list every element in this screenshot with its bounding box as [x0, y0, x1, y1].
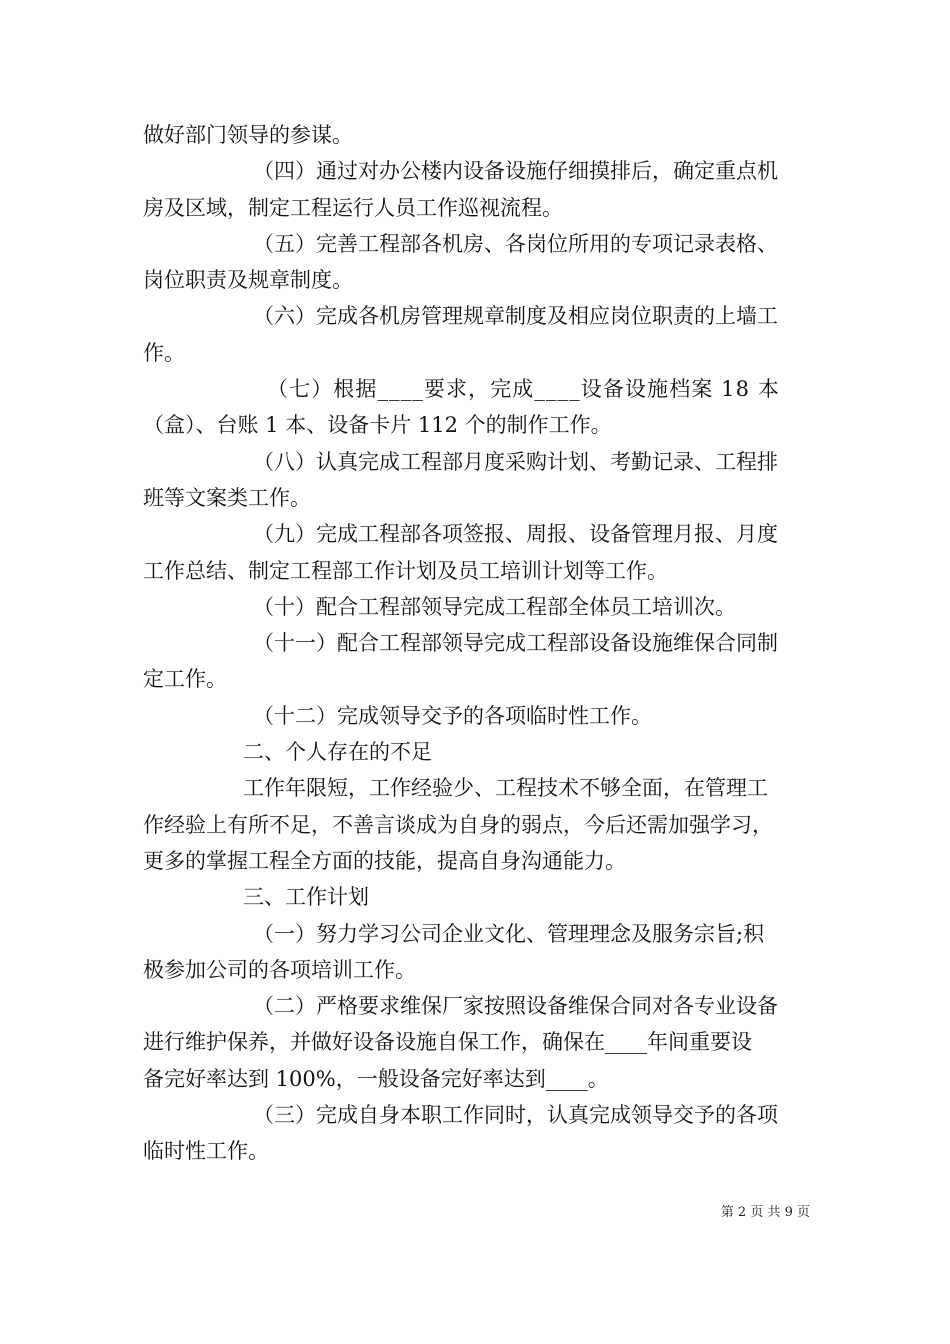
- section-heading-shortcomings: 二、个人存在的不足: [243, 740, 432, 765]
- list-item-five-line-1: （五）完善工程部各机房、各岗位所用的专项记录表格、: [253, 231, 778, 256]
- plan-item-three-line-1: （三）完成自身本职工作同时，认真完成领导交予的各项: [253, 1103, 778, 1128]
- plan-item-two-line-2: 进行维护保养，并做好设备设施自保工作，确保在____年间重要设: [143, 1030, 752, 1055]
- shortcomings-line-1: 工作年限短，工作经验少、工程技术不够全面，在管理工: [243, 776, 768, 801]
- paragraph-line: 做好部门领导的参谋。: [143, 123, 353, 147]
- page-number-footer: 第 2 页 共 9 页: [720, 1205, 810, 1220]
- plan-item-one-line-2: 极参加公司的各项培训工作。: [143, 957, 416, 982]
- list-item-six-line-2: 作。: [143, 340, 185, 365]
- document-body: [143, 117, 810, 1170]
- list-item-nine-line-2: 工作总结、制定工程部工作计划及员工培训计划等工作。: [143, 558, 668, 583]
- list-item-eight-line-2: 班等文案类工作。: [143, 485, 311, 510]
- plan-item-two-line-1: （二）严格要求维保厂家按照设备维保合同对各专业设备: [253, 994, 778, 1019]
- list-item-four-line-1: （四）通过对办公楼内设备设施仔细摸排后，确定重点机: [253, 159, 778, 184]
- list-item-five-line-2: 岗位职责及规章制度。: [143, 268, 353, 293]
- section-heading-work-plan: 三、工作计划: [243, 885, 369, 910]
- list-item-eleven-line-2: 定工作。: [143, 667, 227, 692]
- shortcomings-line-3: 更多的掌握工程全方面的技能，提高自身沟通能力。: [143, 848, 626, 873]
- list-item-six-line-1: （六）完成各机房管理规章制度及相应岗位职责的上墙工: [253, 304, 778, 329]
- list-item-nine-line-1: （九）完成工程部各项签报、周报、设备管理月报、月度: [253, 522, 778, 547]
- shortcomings-line-2: 作经验上有所不足，不善言谈成为自身的弱点，今后还需加强学习，: [143, 812, 773, 837]
- list-item-eight-line-1: （八）认真完成工程部月度采购计划、考勤记录、工程排: [253, 449, 778, 474]
- plan-item-three-line-2: 临时性工作。: [143, 1139, 269, 1164]
- list-item-seven-line-2: （盒）、台账 1 本、设备卡片 112 个的制作工作。: [143, 413, 612, 438]
- plan-item-one-line-1: （一）努力学习公司企业文化、管理理念及服务宗旨;积: [253, 921, 765, 946]
- list-item-seven-line-1: （七）根据____要求，完成____设备设施档案 18 本: [267, 377, 780, 402]
- plan-item-two-line-3: 备完好率达到 100%，一般设备完好率达到____。: [143, 1066, 609, 1091]
- list-item-eleven-line-1: （十一）配合工程部领导完成工程部设备设施维保合同制: [253, 631, 778, 656]
- list-item-ten: （十）配合工程部领导完成工程部全体员工培训次。: [253, 594, 736, 619]
- list-item-four-line-2: 房及区域，制定工程运行人员工作巡视流程。: [143, 195, 563, 220]
- list-item-twelve: （十二）完成领导交予的各项临时性工作。: [253, 703, 652, 728]
